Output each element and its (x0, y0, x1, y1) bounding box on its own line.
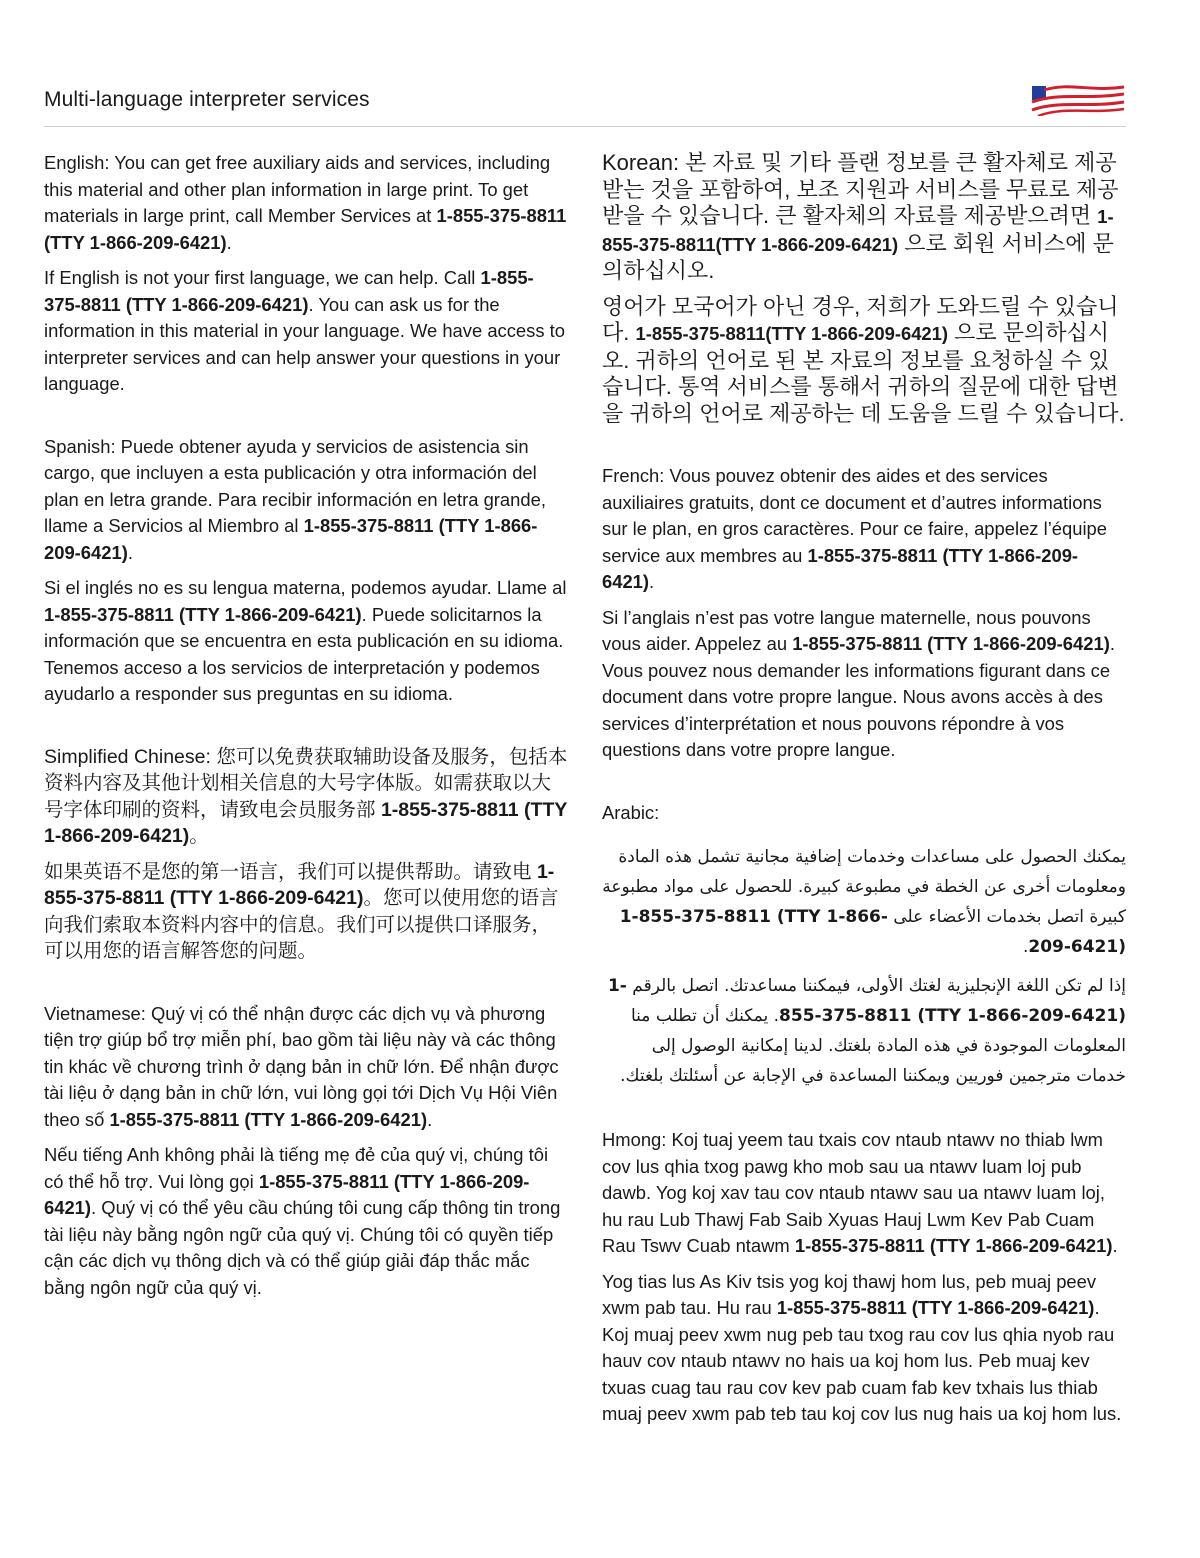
chinese-paragraph-1: Simplified Chinese: 您可以免费获取辅助设备及服务，包括本资料内容及其他计划相关信息的大号字体版。如需获取以大号字体印刷的资料，请致电会员服务部 1-855-375-8811 (TTY 1-866-209-6421)。 (44, 745, 568, 847)
korean-paragraph-2: 영어가 모국어가 아닌 경우, 저희가 도와드릴 수 있습니다. 1-855-375-8811(TTY 1-866-209-6421) 으로 문의하십시오. 귀하의 언어로 된 본 자료의 정보를 요청하실 수 있습니다. 통역 서비스를 통해서 귀하의 질문에 대한 답변을 귀하의 언어로 제공하는 데 도움을 드릴 수 있습니다. (602, 293, 1125, 426)
section-korean (602, 150, 1126, 427)
spanish-paragraph-2: Si el inglés no es su lengua materna, podemos ayudar. Llame al 1-855-375-8811 (TTY 1-866-209-6421). Puede solicitarnos la información que se encuentra en esta publicación en su idioma. Tenemos acceso a los servicios de interpretación y podemos ayudarlo a responder sus preguntas en su idioma. (44, 577, 567, 704)
chinese-paragraph-2: 如果英语不是您的第一语言，我们可以提供帮助。请致电 1-855-375-8811 (TTY 1-866-209-6421)。您可以使用您的语言向我们索取本资料内容中的信息。我们可以提供口译服务，可以用您的语言解答您的问题。 (44, 860, 559, 962)
section-spanish (44, 434, 568, 708)
french-phone-1: 1-855-375-8811 (TTY 1-866-209-6421) (602, 544, 1079, 592)
english-phone-2: 1-855-375-8811 (TTY 1-866-209-6421) (44, 267, 534, 315)
vietnamese-paragraph-2: Nếu tiếng Anh không phải là tiếng mẹ đẻ của quý vị, chúng tôi có thể hỗ trợ. Vui lòng gọi 1-855-375-8811 (TTY 1-866-209-6421). Quý vị có thể yêu cầu chúng tôi cung cấp thông tin trong tài liệu này bằng ngôn ngữ của quý vị. Chúng tôi có quyền tiếp cận các dịch vụ thông dịch và có thể giúp giải đáp thắc mắc bằng ngôn ngữ của quý vị. (44, 1144, 561, 1298)
section-english (44, 150, 568, 398)
hmong-phone-2: 1-855-375-8811 (TTY 1-866-209-6421) (776, 1297, 1095, 1318)
arabic-phone-1: 1-855-375-8811 (TTY 1-866-209-6421) (619, 907, 1126, 957)
french-paragraph-1: French: Vous pouvez obtenir des aides et des services auxiliaires gratuits, dont ce document et d’autres informations sur le plan, en gros caractères. Pour ce faire, appelez l’équipe service aux membres au 1-855-375-8811 (TTY 1-866-209-6421). (602, 465, 1108, 592)
vietnamese-paragraph-1: Vietnamese: Quý vị có thể nhận được các dịch vụ và phương tiện trợ giúp bổ trợ miễn phí, bao gồm tài liệu này và các thông tin khác về chương trình ở dạng bản in chữ lớn. Để nhận được tài liệu ở dạng bản in chữ lớn, vui lòng gọi tới Dịch Vụ Hội Viên theo số 1-855-375-8811 (TTY 1-866-209-6421). (44, 1002, 559, 1130)
hmong-paragraph-1: Hmong: Koj tuaj yeem tau txais cov ntaub ntawv no thiab lwm cov lus qhia txog pawg kho mob sau ua ntawv luam loj pub dawb. Yog koj xav tau cov ntaub ntawv sau ua ntawv luam loj, hu rau Lub Thawj Fab Saib Xyuas Hauj Lwm Kev Pab Cuam Rau Tswv Cuab ntawm 1-855-375-8811 (TTY 1-866-209-6421). (602, 1129, 1118, 1256)
hmong-paragraph-2: Yog tias lus As Kiv tsis yog koj thawj hom lus, peb muaj peev xwm pab tau. Hu rau 1-855-375-8811 (TTY 1-866-209-6421). Koj muaj peev xwm nug peb tau txog rau cov lus qhia nyob rau hauv cov ntaub ntawv no hais ua koj hom lus. Peb muaj kev txuas cuag tau rau cov kev pab cuam fab kev txhais lus thiab muaj peev xwm pab teb tau koj cov lus nug hais ua koj hom lus. (602, 1270, 1122, 1424)
english-phone-1: 1-855-375-8811 (TTY 1-866-209-6421) (44, 205, 567, 253)
spanish-paragraph-1: Spanish: Puede obtener ayuda y servicios de asistencia sin cargo, que incluyen a esta publicación y otra información del plan en letra grande. Para recibir información en letra grande, llame a Servicios al Miembro al 1-855-375-8811 (TTY 1-866-209-6421). (44, 435, 546, 563)
english-paragraph-1: English: You can get free auxiliary aids and services, including this material and other plan information in large print. To get materials in large print, call Member Services at 1-855-375-8811 (TTY 1-866-209-6421). (44, 152, 567, 253)
right-column (602, 150, 1126, 1437)
vietnamese-phone-2: 1-855-375-8811 (TTY 1-866-209-6421) (44, 1170, 530, 1218)
left-column (44, 150, 568, 1310)
korean-phone-2: 1-855-375-8811(TTY 1-866-209-6421) (635, 323, 949, 344)
korean-paragraph-1: Korean: 본 자료 및 기타 플랜 정보를 큰 활자체로 제공받는 것을 포함하여, 보조 지원과 서비스를 무료로 제공받을 수 있습니다. 큰 활자체의 자료를 제공받으려면 1-855-375-8811(TTY 1-866-209-6421) 으로 회원 서비스에 문의하십시오. (602, 150, 1119, 283)
page-header (44, 84, 1126, 127)
spanish-phone-1: 1-855-375-8811 (TTY 1-866-209-6421) (44, 515, 538, 563)
arabic-phone-2: 1-855-375-8811 (TTY 1-866-209-6421) (607, 976, 1126, 1026)
section-hmong (602, 1127, 1126, 1428)
vietnamese-phone-1: 1-855-375-8811 (TTY 1-866-209-6421) (109, 1108, 428, 1130)
hmong-phone-1: 1-855-375-8811 (TTY 1-866-209-6421) (794, 1235, 1113, 1256)
chinese-phone-1: 1-855-375-8811 (TTY 1-866-209-6421) (44, 798, 568, 847)
spanish-phone-2: 1-855-375-8811 (TTY 1-866-209-6421) (44, 603, 362, 625)
french-paragraph-2: Si l’anglais n’est pas votre langue maternelle, nous pouvons vous aider. Appelez au 1-855-375-8811 (TTY 1-866-209-6421). Vous pouvez nous demander les informations figurant dans ce document dans votre propre langue. Nous avons accès à des services d’interprétation et nous pouvons répondre à vos questions dans votre propre langue. (602, 606, 1115, 760)
french-phone-2: 1-855-375-8811 (TTY 1-866-209-6421) (792, 633, 1110, 654)
section-vietnamese (44, 1001, 568, 1302)
section-chinese (44, 744, 568, 965)
english-paragraph-2: If English is not your first language, we can help. Call 1-855-375-8811 (TTY 1-866-209-6421). You can ask us for the information in this material in your language. We have access to interpreter services and can help answer your questions in your language. (44, 267, 565, 394)
arabic-paragraph-2: إذا لم تكن اللغة الإنجليزية لغتك الأولى، فيمكننا مساعدتك. اتصل بالرقم 1-855-375-8811 (TTY 1-866-209-6421). يمكنك أن تطلب منا المعلومات الموجودة في هذه المادة بلغتك. لدينا إمكانية الوصول إلى خدمات مترجمين فوريين ويمكننا المساعدة في الإجابة عن أسئلتك بلغتك. (607, 976, 1126, 1086)
section-french (602, 463, 1126, 764)
flag-logo-icon (1030, 84, 1126, 116)
arabic-label: Arabic: (602, 801, 660, 823)
section-arabic (602, 800, 1126, 1092)
page-title: Multi-language interpreter services (44, 88, 370, 111)
korean-phone-1: 1-855-375-8811(TTY 1-866-209-6421) (602, 206, 1114, 255)
chinese-phone-2: 1-855-375-8811 (TTY 1-866-209-6421) (44, 860, 555, 909)
arabic-paragraph-1: يمكنك الحصول على مساعدات وخدمات إضافية مجانية تشمل هذه المادة ومعلومات أخرى عن الخطة في مطبوعة كبيرة. للحصول على مواد مطبوعة كبيرة اتصل بخدمات الأعضاء على 1-855-375-8811 (TTY 1-866-209-6421). (602, 847, 1126, 957)
